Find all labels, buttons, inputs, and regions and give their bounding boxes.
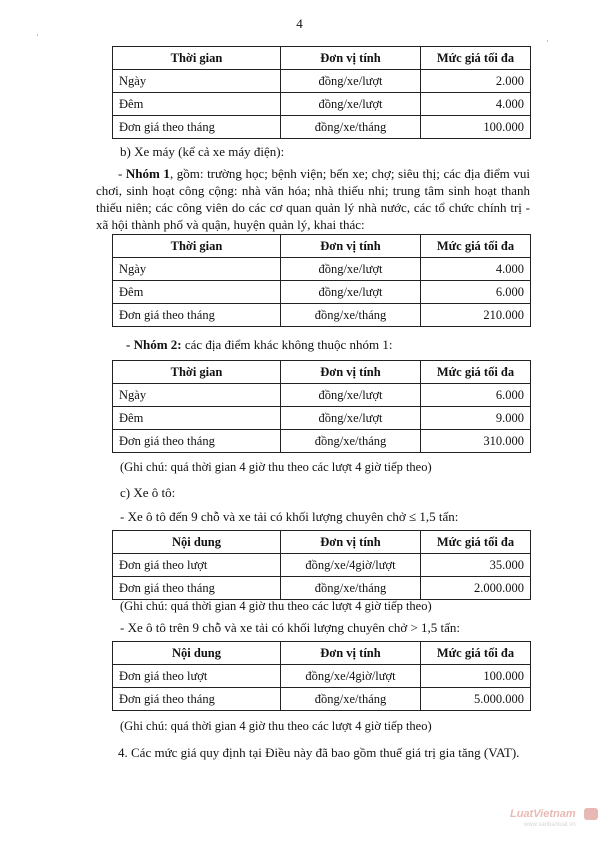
- nhom1-label: Nhóm 1: [125, 166, 170, 181]
- table-header-row: [113, 361, 531, 384]
- row-price: 310.000: [421, 430, 531, 453]
- row-unit: đồng/xe/tháng: [281, 688, 421, 711]
- row-unit: đồng/xe/4giờ/lượt: [281, 665, 421, 688]
- item4-paragraph: 4. Các mức giá quy định tại Điều này đã bao gồm thuế giá trị gia tăng (VAT).: [118, 745, 520, 760]
- nhom1-prefix: -: [118, 166, 126, 181]
- row-label: Đơn giá theo tháng: [113, 116, 281, 139]
- note-car-large: (Ghi chú: quá thời gian 4 giờ thu theo các lượt 4 giờ tiếp theo): [120, 719, 432, 733]
- scan-mark: ·: [36, 30, 39, 40]
- nhom2-heading: [126, 336, 392, 353]
- row-label: Ngày: [113, 70, 281, 93]
- header-unit: Đơn vị tính: [281, 531, 421, 554]
- table-row: [113, 665, 531, 688]
- car-large-heading: - Xe ô tô trên 9 chỗ và xe tải có khối lượng chuyên chở > 1,5 tấn:: [120, 620, 461, 635]
- row-label: Đơn giá theo tháng: [113, 304, 281, 327]
- row-price: 6.000: [421, 281, 531, 304]
- row-label: Đơn giá theo lượt: [113, 554, 281, 577]
- table-header-row: [113, 642, 531, 665]
- header-time: Thời gian: [113, 361, 281, 384]
- section-c-heading: c) Xe ô tô:: [120, 485, 176, 500]
- row-price: 4.000: [421, 258, 531, 281]
- header-unit: Đơn vị tính: [281, 361, 421, 384]
- row-unit: đồng/xe/lượt: [281, 384, 421, 407]
- row-unit: đồng/xe/tháng: [281, 430, 421, 453]
- row-unit: đồng/xe/tháng: [281, 304, 421, 327]
- row-unit: đồng/xe/lượt: [281, 407, 421, 430]
- header-unit: Đơn vị tính: [281, 642, 421, 665]
- table-row: [113, 407, 531, 430]
- row-price: 2.000.000: [421, 577, 531, 600]
- scan-mark: ·: [546, 36, 549, 46]
- watermark-logo-icon: [584, 808, 598, 820]
- row-label: Đơn giá theo lượt: [113, 665, 281, 688]
- row-unit: đồng/xe/lượt: [281, 93, 421, 116]
- table-row: [113, 116, 531, 139]
- table-header-row: [113, 235, 531, 258]
- row-label: Đơn giá theo tháng: [113, 577, 281, 600]
- row-unit: đồng/xe/tháng: [281, 116, 421, 139]
- row-price: 2.000: [421, 70, 531, 93]
- row-label: Đêm: [113, 407, 281, 430]
- table-row: [113, 281, 531, 304]
- page-number: 4: [296, 16, 303, 31]
- row-price: 6.000: [421, 384, 531, 407]
- table-row: [113, 554, 531, 577]
- header-content: Nội dung: [113, 531, 281, 554]
- header-time: Thời gian: [113, 47, 281, 70]
- row-unit: đồng/xe/lượt: [281, 281, 421, 304]
- header-max-price: Mức giá tối đa: [421, 235, 531, 258]
- watermark-brand: LuatVietnam: [510, 808, 576, 820]
- row-label: Đêm: [113, 93, 281, 116]
- table-row: [113, 258, 531, 281]
- row-unit: đồng/xe/tháng: [281, 577, 421, 600]
- row-price: 100.000: [421, 665, 531, 688]
- table-car-lot-prices: [112, 46, 531, 139]
- table-row: [113, 688, 531, 711]
- table-row: [113, 70, 531, 93]
- watermark-site: www.vanbanluat.vn: [524, 822, 576, 828]
- note-motorbike: (Ghi chú: quá thời gian 4 giờ thu theo các lượt 4 giờ tiếp theo): [120, 460, 432, 474]
- row-unit: đồng/xe/lượt: [281, 70, 421, 93]
- row-price: 5.000.000: [421, 688, 531, 711]
- note-car-small: (Ghi chú: quá thời gian 4 giờ thu theo các lượt 4 giờ tiếp theo): [120, 599, 432, 613]
- luatvietnam-watermark: [510, 806, 599, 834]
- row-price: 100.000: [421, 116, 531, 139]
- table-row: [113, 304, 531, 327]
- table-row: [113, 430, 531, 453]
- header-content: Nội dung: [113, 642, 281, 665]
- table-motorbike-group1-prices: [112, 234, 531, 327]
- table-row: [113, 384, 531, 407]
- header-max-price: Mức giá tối đa: [421, 531, 531, 554]
- nhom1-text: , gồm: trường học; bệnh viện; bến xe; chợ; siêu thị; các địa điểm vui chơi, sinh hoạt công cộng: nhà văn hóa; nhà thiếu nhi; trung tâm sinh hoạt thanh thiếu niên; các công viên do các cơ quan quản lý nhà nước, các tổ chức chính trị - xã hội thành phố và quận, huyện quản lý, khai thác:: [96, 166, 530, 232]
- row-price: 210.000: [421, 304, 531, 327]
- row-label: Ngày: [113, 384, 281, 407]
- row-price: 4.000: [421, 93, 531, 116]
- row-label: Đêm: [113, 281, 281, 304]
- nhom2-label: - Nhóm 2:: [126, 337, 182, 352]
- row-label: Ngày: [113, 258, 281, 281]
- header-unit: Đơn vị tính: [281, 235, 421, 258]
- table-car-large-prices: [112, 641, 531, 711]
- header-max-price: Mức giá tối đa: [421, 47, 531, 70]
- header-time: Thời gian: [113, 235, 281, 258]
- nhom1-paragraph: [96, 165, 530, 233]
- row-unit: đồng/xe/4giờ/lượt: [281, 554, 421, 577]
- row-label: Đơn giá theo tháng: [113, 430, 281, 453]
- row-label: Đơn giá theo tháng: [113, 688, 281, 711]
- table-motorbike-group2-prices: [112, 360, 531, 453]
- row-price: 9.000: [421, 407, 531, 430]
- nhom2-text: các địa điểm khác không thuộc nhóm 1:: [181, 337, 393, 352]
- table-header-row: [113, 47, 531, 70]
- car-small-heading: - Xe ô tô đến 9 chỗ và xe tải có khối lượng chuyên chở ≤ 1,5 tấn:: [120, 509, 459, 524]
- table-row: [113, 93, 531, 116]
- row-unit: đồng/xe/lượt: [281, 258, 421, 281]
- section-b-heading: b) Xe máy (kể cả xe máy điện):: [120, 144, 285, 159]
- header-max-price: Mức giá tối đa: [421, 361, 531, 384]
- table-header-row: [113, 531, 531, 554]
- row-price: 35.000: [421, 554, 531, 577]
- table-car-small-prices: [112, 530, 531, 600]
- header-unit: Đơn vị tính: [281, 47, 421, 70]
- table-row: [113, 577, 531, 600]
- header-max-price: Mức giá tối đa: [421, 642, 531, 665]
